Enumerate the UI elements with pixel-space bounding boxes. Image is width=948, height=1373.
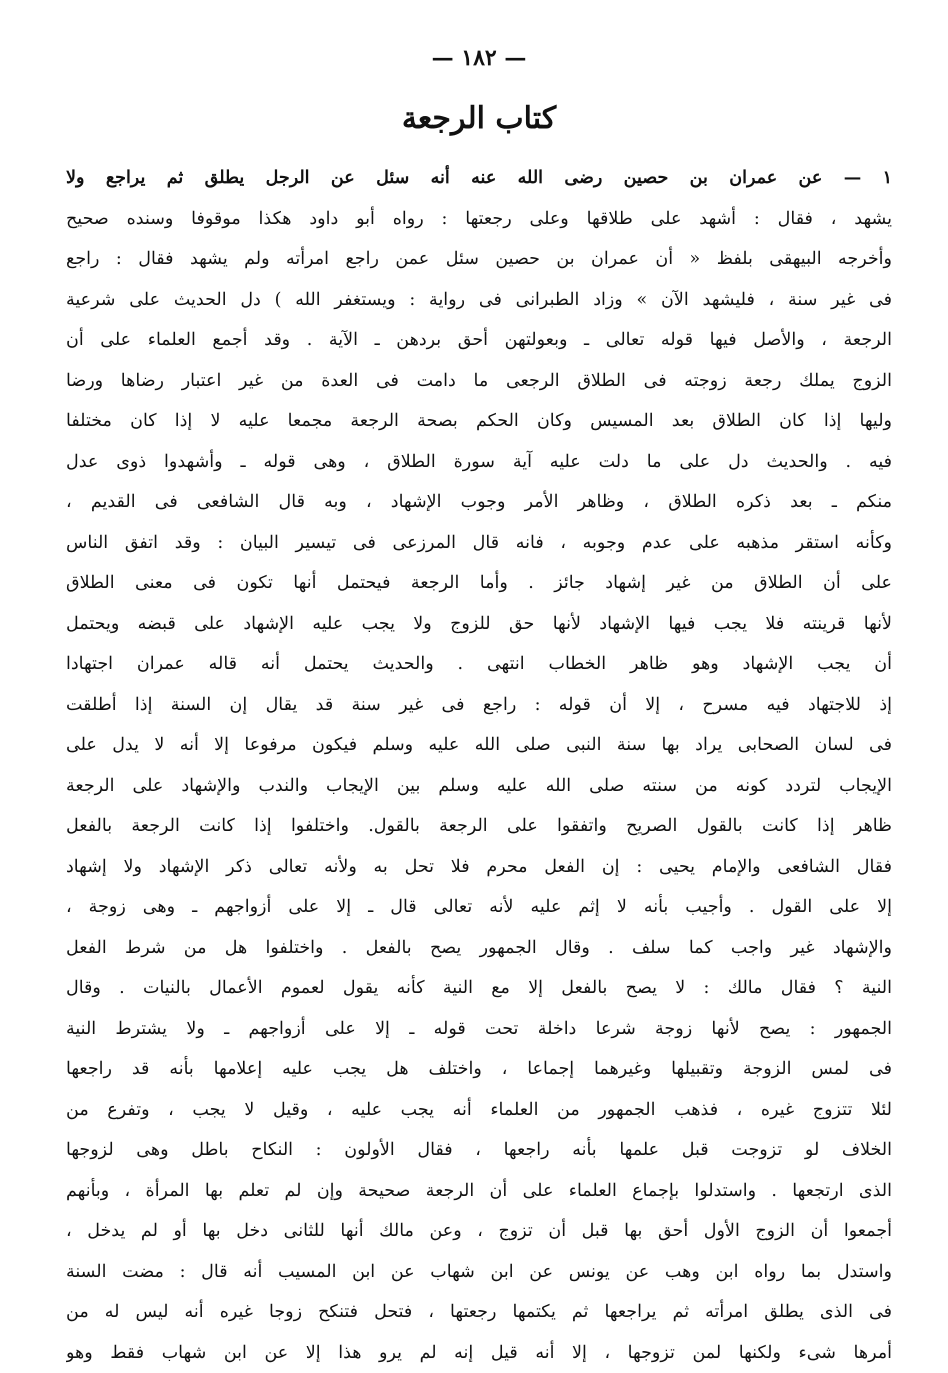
text-line: ظاهر إذا كانت بالقول الصريح واتفقوا على الرجعة بالقول. واختلفوا إذا كانت الرجعة بالفعل <box>66 806 892 847</box>
text-line: ١ — عن عمران بن حصين رضى الله عنه أنه سئل عن الرجل يطلق ثم يراجع ولا <box>66 158 892 199</box>
text-line: فى الذى يطلق امرأته ثم يراجعها ثم يكتمها رجعتها ، فتحل فتنكح زوجا غيره أنه ليس له من <box>66 1292 892 1333</box>
text-line: أن يجب الإشهاد وهو ظاهر الخطاب انتهى . والحديث يحتمل أنه قاله عمران اجتهادا <box>66 644 892 685</box>
text-line: يشهد ، فقال : أشهد على طلاقها وعلى رجعتها : رواه أبو داود هكذا موقوفا وسنده صحيح <box>66 199 892 240</box>
text-line: وأخرجه البيهقى بلفظ « أن عمران بن حصين سئل عمن راجع امرأته ولم يشهد فقال : راجع <box>66 239 892 280</box>
book-page <box>66 40 892 1350</box>
text-line: أمرها شىء ولكنها لمن تزوجها ، إلا أنه قيل إنه لم يرو هذا إلا عن ابن شهاب فقط وهو <box>66 1333 892 1373</box>
text-line: الجمهور : يصح لأنها زوجة شرعا داخلة تحت قوله ـ إلا على أزواجهم ـ ولا يشترط النية <box>66 1009 892 1050</box>
chapter-title: كتاب الرجعة <box>66 94 892 144</box>
text-line: منكم ـ بعد ذكره الطلاق ، وظاهر الأمر وجوب الإشهاد ، وبه قال الشافعى فى القديم ، <box>66 482 892 523</box>
text-line: فقال الشافعى والإمام يحيى : إن الفعل محرم فلا تحل به ولأنه تعالى ذكر الإشهاد ولا إشهاد <box>66 847 892 888</box>
text-line: الزوج يملك رجعة زوجته فى الطلاق الرجعى ما دامت فى العدة من غير اعتبار رضاها ورضا <box>66 361 892 402</box>
text-line: أجمعوا أن الزوج الأول أحق بها قبل أن تزوج ، وعن مالك أنها للثانى دخل بها أو لم يدخل ، <box>66 1211 892 1252</box>
text-line: واستدل بما رواه ابن وهب عن يونس عن ابن شهاب عن ابن المسيب أنه قال : مضت السنة <box>66 1252 892 1293</box>
text-line: وكأنه استقر مذهبه على عدم وجوبه ، فانه قال المرزعى فى تيسير البيان : وقد اتفق الناس <box>66 523 892 564</box>
text-line: على أن الطلاق من غير إشهاد جائز . وأما الرجعة فيحتمل أنها تكون فى معنى الطلاق <box>66 563 892 604</box>
page-number: — ١٨٢ — <box>66 40 892 76</box>
text-line: إلا على القول . وأجيب بأنه لا إثم عليه لأنه تعالى قال ـ إلا على أزواجهم ـ وهى زوجة ، <box>66 887 892 928</box>
text-line: فى لسان الصحابى يراد بها سنة النبى صلى الله عليه وسلم فيكون مرفوعا إلا أنه لا يدل على <box>66 725 892 766</box>
text-line: لأنها قرينته فلا يجب فيها الإشهاد لأنها حق للزوج ولا يجب عليه الإشهاد على قبضه ويحتمل <box>66 604 892 645</box>
text-line: فى لمس الزوجة وتقبيلها وغيرهما إجماعا ، واختلف هل يجب عليه إعلامها بأنه قد راجعها <box>66 1049 892 1090</box>
text-line: النية ؟ فقال مالك : لا يصح بالفعل إلا مع النية كأنه يقول لعموم الأعمال بالنيات . وقال <box>66 968 892 1009</box>
text-line: الإيجاب لتردد كونه من سنته صلى الله عليه وسلم بين الإيجاب والندب والإشهاد على الرجعة <box>66 766 892 807</box>
text-line: الخلاف لو تزوجت قبل علمها بأنه راجعها ، فقال الأولون : النكاح باطل وهى لزوجها <box>66 1130 892 1171</box>
text-line: وليها إذا كان الطلاق بعد المسيس وكان الحكم بصحة الرجعة مجمعا عليه لا إذا كان مختلفا <box>66 401 892 442</box>
text-line: الرجعة ، والأصل فيها قوله تعالى ـ وبعولتهن أحق بردهن ـ الآية . وقد أجمع العلماء على أن <box>66 320 892 361</box>
text-line: فيه . والحديث دل على ما دلت عليه آية سورة الطلاق ، وهى قوله ـ وأشهدوا ذوى عدل <box>66 442 892 483</box>
text-line: فى غير سنة ، فليشهد الآن » وزاد الطبرانى فى رواية : ويستغفر الله ) دل الحديث على شرعية <box>66 280 892 321</box>
text-line: الذى ارتجعها . واستدلوا بإجماع العلماء على أن الرجعة صحيحة وإن لم تعلم بها المرأة ، وبأنهم <box>66 1171 892 1212</box>
text-line: والإشهاد غير واجب كما سلف . وقال الجمهور يصح بالفعل . واختلفوا هل من شرط الفعل <box>66 928 892 969</box>
body-text <box>66 158 892 1373</box>
text-line: إذ للاجتهاد فيه مسرح ، إلا أن قوله : راجع فى غير سنة قد يقال إن السنة إذا أطلقت <box>66 685 892 726</box>
text-line: لئلا تتزوج غيره ، فذهب الجمهور من العلماء أنه يجب عليه ، وقيل لا يجب ، وتفرع من <box>66 1090 892 1131</box>
